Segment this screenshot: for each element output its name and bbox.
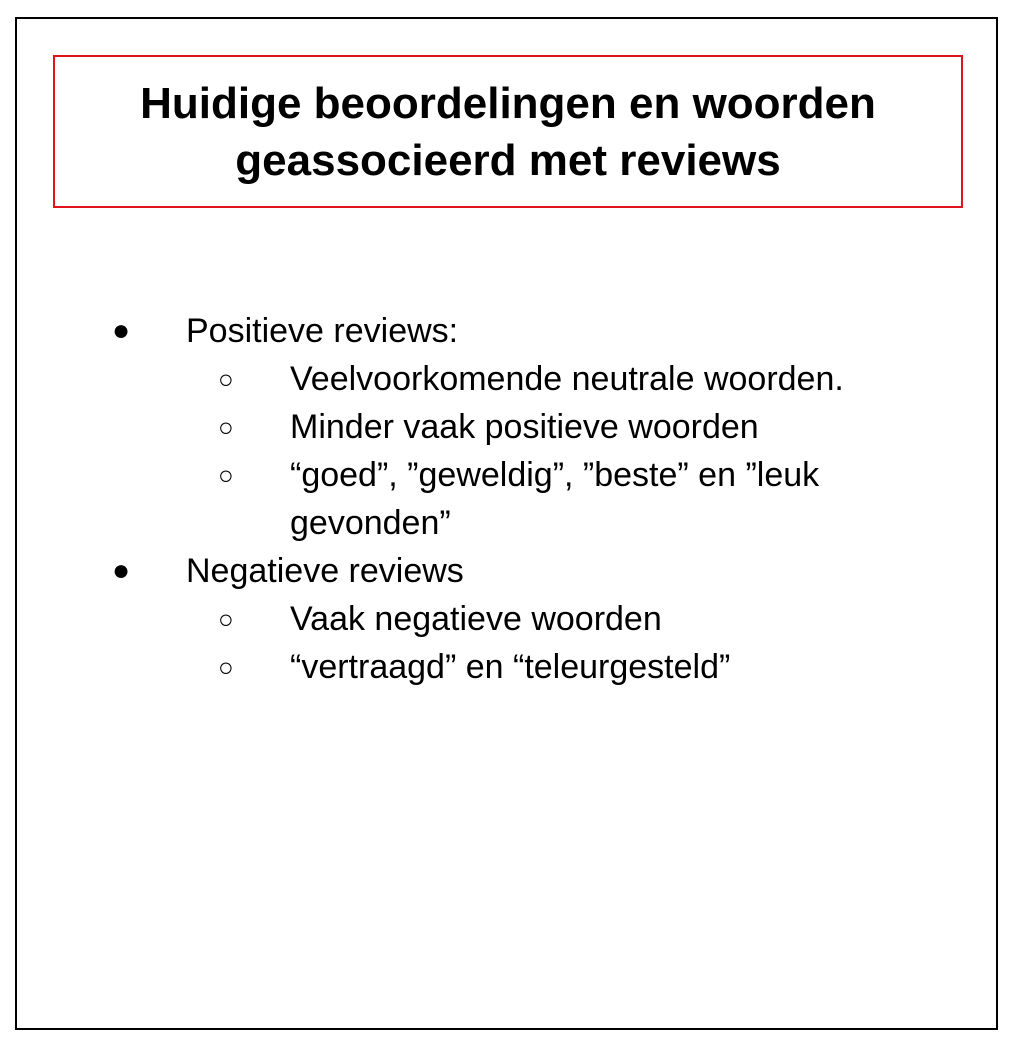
hollow-bullet-icon: ○ [218,412,234,442]
sub-bullet-text: Veelvoorkomende neutrale woorden. [290,360,844,398]
bullet-list [0,307,1000,691]
sub-bullet [0,595,910,643]
hollow-bullet-icon: ○ [218,364,234,394]
bullet-text: Positieve reviews: [186,312,459,350]
hollow-bullet-icon: ○ [218,604,234,634]
sub-bullet-text: Minder vaak positieve woorden [290,408,759,446]
filled-bullet-icon: ● [112,554,131,587]
title-box [53,55,963,208]
bullet-text: Negatieve reviews [186,552,464,590]
bullet-positive [0,307,1000,355]
hollow-bullet-icon: ○ [218,652,234,682]
sub-bullet [0,403,910,451]
filled-bullet-icon: ● [112,314,131,347]
hollow-bullet-icon: ○ [218,460,234,490]
bullet-negative [0,547,1000,595]
sub-bullet-text: Vaak negatieve woorden [290,600,662,638]
slide-title: Huidige beoordelingen en woorden geassocieerd met reviews [140,78,876,185]
sub-bullet-text: “vertraagd” en “teleurgesteld” [290,648,731,686]
sub-bullet-text: “goed”, ”geweldig”, ”beste” en ”leuk gevonden” [290,456,820,542]
sub-bullet [0,355,910,403]
sub-bullet [0,451,910,547]
sub-bullet [0,643,910,691]
